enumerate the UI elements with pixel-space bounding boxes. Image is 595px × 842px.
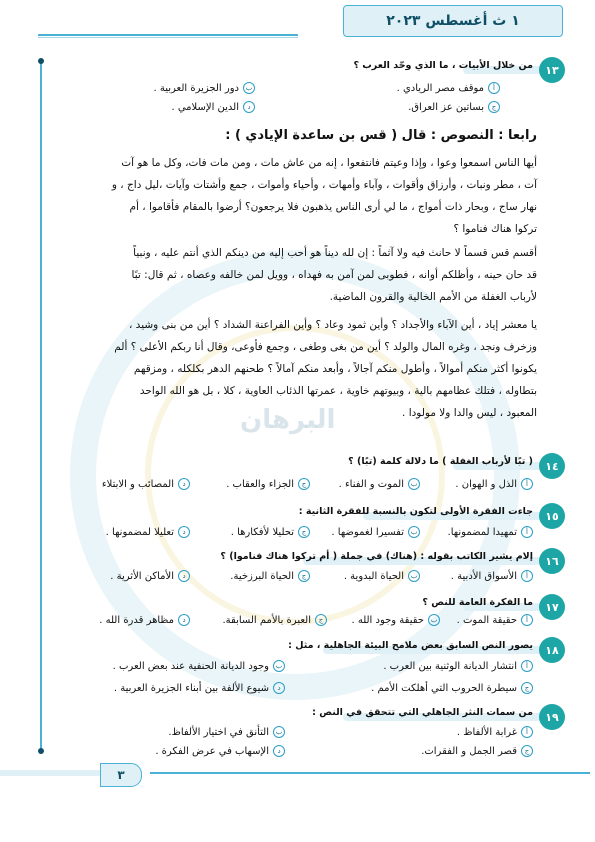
option-text: الحياة البدوية . [343, 570, 404, 582]
option-text: تفسيرا لغموضها . [331, 526, 404, 538]
option-text: بساتين عز العراق. [408, 101, 484, 113]
q16-number-badge: ١٦ [539, 548, 565, 574]
option-circle: ب [408, 478, 420, 490]
paragraph-line: وزخرف ونجد ، وغره المال والولد ؟ أين من بغى وطغى ، وجمع فأوعى، وقال أنا ربكم الأعلى ؟ ألم [114, 341, 537, 353]
header-date: ١ ث أغسطس ٢٠٢٣ [343, 5, 563, 37]
paragraph-line: بتطاوله ، فتلك عظامهم بالية ، وبيوتهم خاوية ، عمرتها الذئاب العاوية ، كلا ، بل هو الله الواحد [139, 385, 537, 397]
option-text: وجود الديانة الحنفية عند بعض العرب . [112, 660, 269, 672]
q19-option-d[interactable] [155, 745, 285, 757]
option-circle: ج [298, 478, 310, 490]
option-text: غرابة الألفاظ . [456, 726, 517, 738]
option-text: حقيقة وجود الله . [351, 614, 424, 626]
option-text: قصر الجمل و الفقرات. [421, 745, 517, 757]
option-circle: ب [408, 570, 420, 582]
option-circle: أ [521, 478, 533, 490]
q15-option-c[interactable] [231, 526, 310, 538]
q17-question: ما الفكرة العامة للنص ؟ [422, 597, 533, 608]
header-rule [38, 34, 298, 36]
q13-question: من خلال الأبيات ، ما الذي وحّد العرب ؟ [353, 60, 533, 71]
q18-question: يصور النص السابق بعض ملامح البيئة الجاهلية ، مثل : [288, 640, 533, 651]
option-circle: ج [298, 526, 310, 538]
q17-option-b[interactable] [351, 614, 440, 626]
option-circle: أ [521, 526, 533, 538]
q15-option-d[interactable] [106, 526, 190, 538]
header-rule-thin [38, 37, 298, 38]
option-circle: أ [521, 726, 533, 738]
option-circle: ب [273, 726, 285, 738]
q18-option-c[interactable] [371, 682, 533, 694]
q18-option-a[interactable] [383, 660, 533, 672]
option-circle: د [178, 614, 190, 626]
option-text: شيوع الألفة بين أبناء الجزيرة العربية . [113, 682, 269, 694]
option-circle: ب [428, 614, 440, 626]
option-text: دور الجزيرة العربية . [153, 82, 239, 94]
q17-number-badge: ١٧ [539, 594, 565, 620]
paragraph-line: يكونوا أكثر منكم أموالاً ، وأطول منكم آجالاً ، وأبعد منكم آمالاً ؟ طحنهم الدهر بكلكله ، ومزقهم [133, 363, 537, 375]
q16-option-d[interactable] [110, 570, 190, 582]
section-title: رابعا : النصوص : قال ( قس بن ساعدة الإيادي ) : [225, 128, 537, 143]
q13-option-d[interactable] [171, 101, 255, 113]
q13-option-b[interactable] [154, 82, 256, 94]
q16-question: إلام يشير الكاتب بقوله : (هناك) في جملة ( أم تركوا هناك فناموا) ؟ [220, 551, 533, 562]
option-text: الموت و الفناء . [338, 478, 404, 490]
option-circle: ب [273, 660, 285, 672]
option-text: الدين الإسلامي . [171, 101, 239, 113]
option-circle: د [273, 682, 285, 694]
option-circle: د [273, 745, 285, 757]
q15-option-a[interactable] [448, 526, 533, 538]
option-circle: أ [521, 614, 533, 626]
option-circle: ج [521, 745, 533, 757]
option-circle: ج [488, 101, 500, 113]
option-circle: أ [521, 570, 533, 582]
option-text: حقيقة الموت . [456, 614, 517, 626]
option-circle: د [178, 478, 190, 490]
paragraph-line: نهار ساج ، وبحار ذات أمواج ، ما لي أرى الناس يذهبون فلا يرجعون؟ أرضوا بالمقام فأقاموا ، أم [129, 201, 537, 213]
text-paragraph-3 [67, 314, 537, 424]
option-circle: ج [521, 682, 533, 694]
option-circle: ج [315, 614, 327, 626]
rule-bottom-dot [38, 748, 44, 754]
option-text: الأماكن الأثرية . [110, 570, 174, 582]
paragraph-line: المعبود ، ليس والدا ولا مولودا . [402, 407, 537, 419]
option-circle: د [178, 570, 190, 582]
paragraph-line: أقسم قس قسماً لا حانث فيه ولا آثماً : إن لله ديناً هو أحب إليه من دينكم الذي أنتم عليه ، ونبياً [133, 247, 537, 259]
watermark-text: البرهان [240, 405, 336, 435]
option-text: تعليلا لمضمونها . [105, 526, 174, 538]
q14-number-badge: ١٤ [539, 453, 565, 479]
option-circle: ب [243, 82, 255, 94]
q13-option-c[interactable] [408, 101, 500, 113]
q19-question: من سمات النثر الجاهلي التي تتحقق في النص : [312, 707, 533, 718]
q15-number-badge: ١٥ [539, 503, 565, 529]
option-text: الإسهاب في عرض الفكرة . [155, 745, 269, 757]
option-text: المصائب و الابتلاء [101, 478, 174, 490]
q17-option-d[interactable] [99, 614, 190, 626]
q16-option-a[interactable] [451, 570, 533, 582]
paragraph-line: أيها الناس اسمعوا وعوا ، وإذا وعيتم فانتفعوا ، إنه من عاش مات ، ومن مات فات، وكل ما هو آت [121, 157, 537, 169]
option-text: سيطرة الحروب التي أهلكت الأمم . [371, 682, 517, 694]
q14-option-a[interactable] [455, 478, 533, 490]
q16-option-b[interactable] [344, 570, 420, 582]
option-circle: ج [298, 570, 310, 582]
q18-number-badge: ١٨ [539, 637, 565, 663]
option-text: العبرة بالأمم السابقة. [222, 614, 311, 626]
paragraph-line: لأرباب الغفلة من الأمم الخالية والقرون الماضية. [329, 291, 537, 303]
footer-rule [150, 772, 590, 774]
rule-top-dot [38, 58, 44, 64]
left-margin-rule [40, 62, 42, 752]
q14-option-c[interactable] [226, 478, 310, 490]
option-circle: د [178, 526, 190, 538]
option-circle: د [243, 101, 255, 113]
q18-option-d[interactable] [114, 682, 285, 694]
option-text: انتشار الديانة الوثنية بين العرب . [383, 660, 517, 672]
paragraph-line: تركوا هناك فناموا ؟ [453, 223, 537, 235]
option-text: موقف مصر الريادي . [396, 82, 484, 94]
q17-option-a[interactable] [457, 614, 533, 626]
q15-option-b[interactable] [331, 526, 420, 538]
option-text: الجزاء والعقاب . [226, 478, 294, 490]
q16-option-c[interactable] [230, 570, 310, 582]
option-text: الأسواق الأدبية . [450, 570, 517, 582]
option-text: الحياة البرزخية. [230, 570, 294, 582]
q13-number-badge: ١٣ [539, 57, 565, 83]
text-paragraph-1 [67, 152, 537, 240]
paragraph-line: قد حان حينه ، وأظلكم أوانه ، فطوبى لمن آمن به فهداه ، وويل لمن خالفه وعصاه ، ثم قال: تبًا [131, 269, 537, 281]
page-number: ٣ [100, 763, 142, 787]
option-text: تمهيدا لمضمونها. [447, 526, 517, 538]
option-circle: أ [488, 82, 500, 94]
q14-option-b[interactable] [339, 478, 420, 490]
q17-option-c[interactable] [222, 614, 327, 626]
q19-option-c[interactable] [421, 745, 533, 757]
option-text: الذل و الهوان . [455, 478, 517, 490]
text-paragraph-2 [67, 242, 537, 308]
option-text: مظاهر قدرة الله . [99, 614, 174, 626]
q19-option-b[interactable] [168, 726, 285, 738]
q18-option-b[interactable] [113, 660, 285, 672]
option-text: التأنق في اختيار الألفاظ. [168, 726, 269, 738]
paragraph-line: آت ، مطر ونبات ، وأرزاق وأقوات ، وآباء وأمهات ، وأحياء وأموات ، جمع وأشتات وآيات ،ليل داج ، و [111, 179, 537, 191]
option-circle: ب [408, 526, 420, 538]
paragraph-line: يا معشر إياد ، أين الآباء والأجداد ؟ وأين ثمود وعاد ؟ وأين الفراعنة الشداد ؟ أين من بنى وشيد ، [128, 319, 537, 331]
option-text: تحليلا لأفكارها . [230, 526, 294, 538]
q14-question: ( تبًا لأرباب الغفلة ) ما دلالة كلمة (تبًا) ؟ [348, 456, 533, 467]
q14-option-d[interactable] [102, 478, 190, 490]
option-circle: أ [521, 660, 533, 672]
q19-option-a[interactable] [457, 726, 533, 738]
q19-number-badge: ١٩ [539, 704, 565, 730]
footer-left-band [0, 770, 100, 776]
q13-option-a[interactable] [397, 82, 500, 94]
q15-question: جاءت الفقرة الأولى لتكون بالنسبة للفقرة الثانية : [298, 506, 533, 517]
